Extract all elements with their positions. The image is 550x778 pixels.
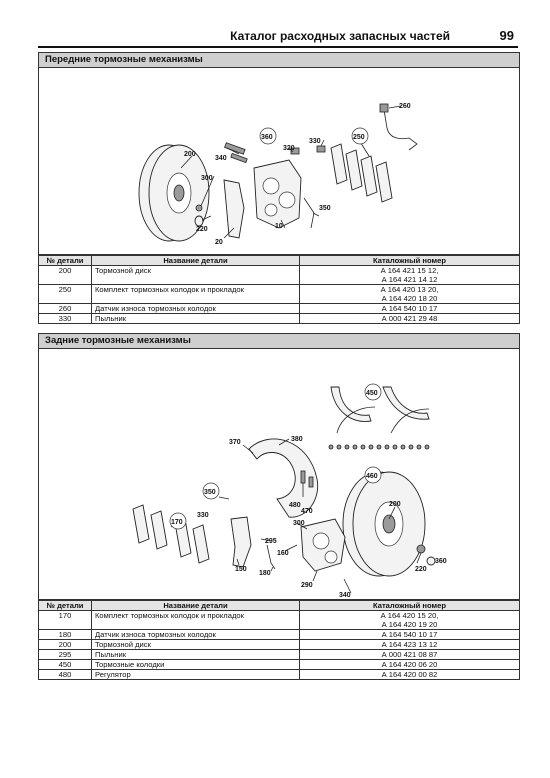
callout-340: 340 bbox=[215, 155, 227, 162]
adjuster-480 bbox=[301, 471, 305, 483]
callout-330: 330 bbox=[309, 138, 321, 145]
table-header-row bbox=[39, 256, 519, 266]
table-header-row bbox=[39, 601, 519, 611]
wear-sensor-260 bbox=[384, 110, 417, 150]
callout-460: 460 bbox=[366, 473, 378, 480]
dust-cap-330 bbox=[317, 146, 325, 152]
callout-260: 260 bbox=[399, 103, 411, 110]
caliper-bracket bbox=[224, 180, 244, 238]
clip-340 bbox=[344, 579, 351, 593]
wear-sensor-180 bbox=[267, 545, 275, 569]
callout-200: 200 bbox=[184, 151, 196, 158]
hardware-kit bbox=[329, 445, 429, 449]
rear-brakes-diagram bbox=[39, 349, 519, 600]
washer-220-part bbox=[195, 216, 203, 226]
callout-20: 20 bbox=[215, 239, 223, 246]
callout-220: 220 bbox=[415, 566, 427, 573]
callout-290: 290 bbox=[301, 582, 313, 589]
wear-sensor-connector bbox=[380, 104, 388, 112]
callout-350: 350 bbox=[204, 489, 216, 496]
front-brake-pads bbox=[331, 144, 392, 202]
front-brakes-diagram bbox=[39, 68, 519, 255]
page-number: 99 bbox=[499, 28, 514, 43]
callout-450: 450 bbox=[366, 390, 378, 397]
callout-200: 200 bbox=[389, 501, 401, 508]
front-section-title: Передние тормозные механизмы bbox=[39, 53, 519, 68]
table-row: 480 Регулятор А 164 420 00 82 bbox=[39, 670, 519, 680]
callout-330: 330 bbox=[197, 512, 209, 519]
callout-300: 300 bbox=[293, 520, 305, 527]
col-header-catalog: Каталожный номер bbox=[300, 256, 520, 266]
callout-360: 360 bbox=[261, 134, 273, 141]
col-header-name: Название детали bbox=[92, 256, 300, 266]
table-row: 260 Датчик износа тормозных колодок А 164 540 10 17 bbox=[39, 304, 519, 314]
col-header-name: Название детали bbox=[92, 601, 300, 611]
col-header-no: № детали bbox=[39, 256, 92, 266]
rear-exploded-view bbox=[39, 349, 519, 599]
page-header bbox=[38, 28, 518, 48]
callout-10: 10 bbox=[275, 223, 283, 230]
table-row: 250 Комплект тормозных колодок и прокладок А 164 420 13 20, А 164 420 18 20 bbox=[39, 285, 519, 304]
front-caliper bbox=[254, 160, 301, 228]
callout-160: 160 bbox=[277, 550, 289, 557]
col-header-catalog: Каталожный номер bbox=[300, 601, 520, 611]
callout-220: 220 bbox=[196, 226, 208, 233]
guide-bolt-340b bbox=[231, 153, 247, 162]
table-row: 330 Пыльник А 000 421 29 48 bbox=[39, 314, 519, 324]
bolt-220 bbox=[417, 545, 425, 553]
front-brakes-section bbox=[38, 52, 520, 324]
callout-250: 250 bbox=[353, 134, 365, 141]
callout-380: 380 bbox=[291, 436, 303, 443]
bolt-360 bbox=[427, 557, 435, 565]
front-parts-table bbox=[39, 255, 519, 323]
rear-brakes-section bbox=[38, 333, 520, 680]
col-header-no: № детали bbox=[39, 601, 92, 611]
rear-section-title: Задние тормозные механизмы bbox=[39, 334, 519, 349]
callout-320: 320 bbox=[283, 145, 295, 152]
table-row: 180 Датчик износа тормозных колодок А 164 540 10 17 bbox=[39, 630, 519, 640]
rear-caliper bbox=[301, 519, 345, 571]
table-row: 450 Тормозные колодки А 164 420 06 20 bbox=[39, 660, 519, 670]
rear-brake-disc bbox=[343, 472, 425, 576]
callout-470: 470 bbox=[301, 508, 313, 515]
spring-470 bbox=[309, 477, 313, 487]
callout-170: 170 bbox=[171, 519, 183, 526]
callout-295: 295 bbox=[265, 538, 277, 545]
front-exploded-view bbox=[39, 68, 519, 254]
spring-350 bbox=[304, 198, 314, 228]
table-row: 200 Тормозной диск А 164 423 13 12 bbox=[39, 640, 519, 650]
callout-360: 360 bbox=[435, 558, 447, 565]
callout-180: 180 bbox=[259, 570, 271, 577]
callout-350: 350 bbox=[319, 205, 331, 212]
table-row: 200 Тормозной диск А 164 421 15 12, А 164 421 14 12 bbox=[39, 266, 519, 285]
table-row: 295 Пыльник А 000 421 08 87 bbox=[39, 650, 519, 660]
backing-plate bbox=[249, 439, 318, 517]
rear-parts-table bbox=[39, 600, 519, 679]
callout-480: 480 bbox=[289, 502, 301, 509]
callout-150: 150 bbox=[235, 566, 247, 573]
callout-300: 300 bbox=[201, 175, 213, 182]
callout-370: 370 bbox=[229, 439, 241, 446]
callout-340: 340 bbox=[339, 592, 351, 599]
rear-caliper-bracket bbox=[231, 517, 251, 567]
table-row: 170 Комплект тормозных колодок и прокладок А 164 420 15 20, А 164 420 19 20 bbox=[39, 611, 519, 630]
page-title: Каталог расходных запасных частей bbox=[230, 29, 450, 43]
